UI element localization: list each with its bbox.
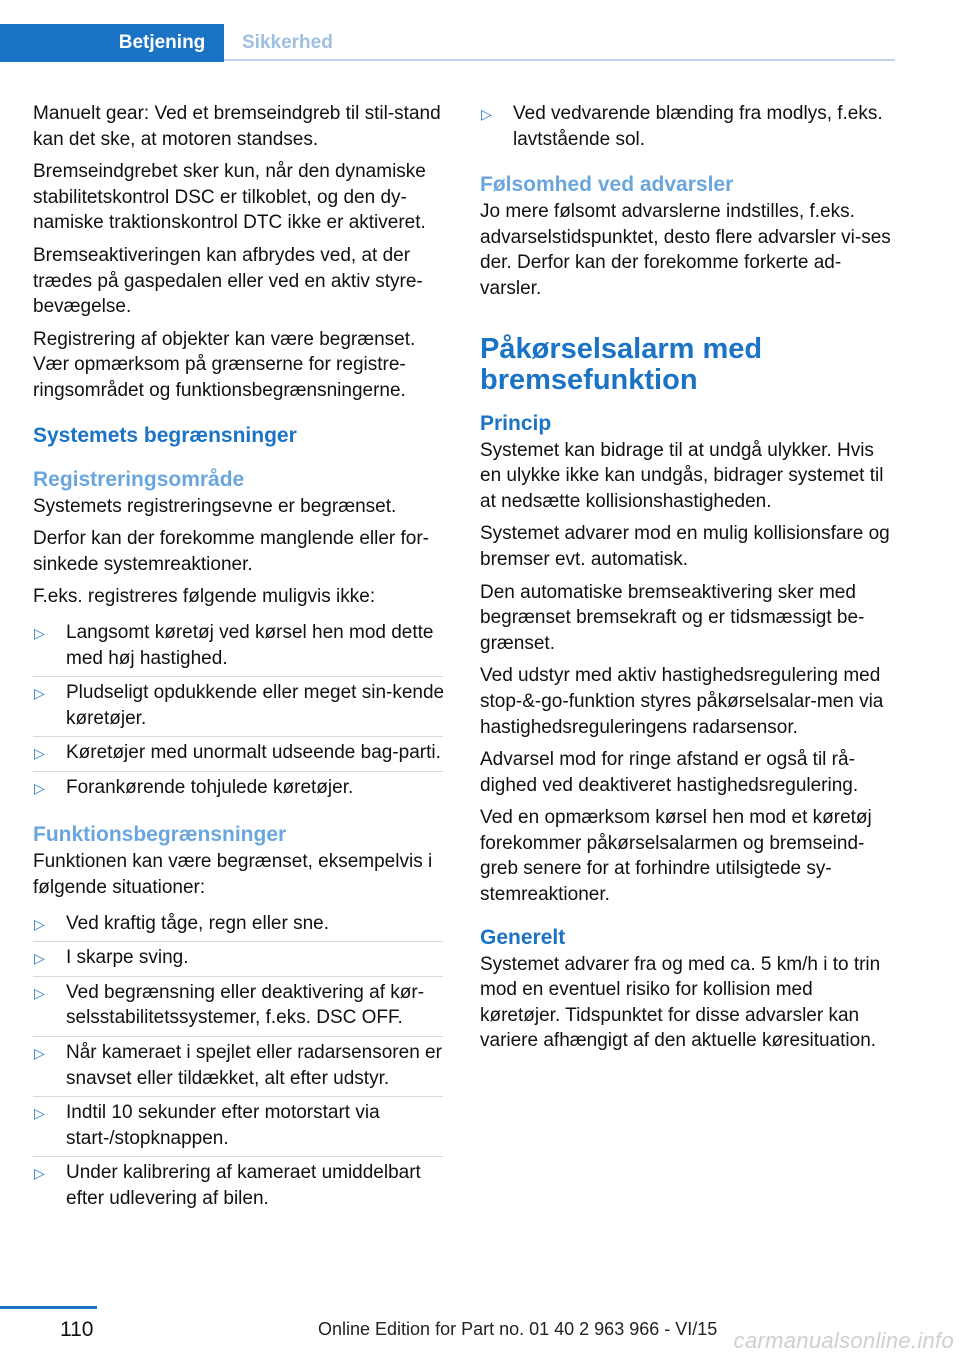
paragraph: Systemets registreringsevne er begrænset. xyxy=(33,495,397,517)
bullet-list-detection xyxy=(33,617,451,806)
section-heading-general: Generelt xyxy=(480,925,566,949)
bullet-list-situations xyxy=(33,908,451,1217)
list-item: ▷ Ved vedvarende blænding fra modlys, f.eks. lavtstående sol. xyxy=(481,103,883,150)
paragraph: Advarsel mod for ringe afstand er også til rå‐dighed ved deaktiveret hastighedsregulering. xyxy=(480,749,859,796)
paragraph: Bremseindgrebet sker kun, når den dynamiske stabilitetskontrol DSC er tilkoblet, og den dy‐namiske traktionskontrol DTC ikke er aktiveret. xyxy=(33,161,426,234)
list-item: ▷ Under kalibrering af kameraet umiddelbart efter udlevering af bilen. xyxy=(34,1162,421,1209)
list-item: ▷ Forankørende tohjulede køretøjer. xyxy=(33,772,451,806)
triangle-bullet-icon: ▷ xyxy=(34,1105,45,1122)
triangle-bullet-icon: ▷ xyxy=(34,984,45,1001)
triangle-bullet-icon: ▷ xyxy=(34,779,45,796)
paragraph: Systemet kan bidrage til at undgå ulykker. Hvis en ulykke ikke kan undgås, bidrager systemet til at nedsætte kollisionshastigheden. xyxy=(480,439,884,512)
triangle-bullet-icon: ▷ xyxy=(34,950,45,967)
paragraph: F.eks. registreres følgende muligvis ikke: xyxy=(33,586,376,608)
subheading-registration-area: Registreringsområde xyxy=(33,467,245,491)
footer-accent-line xyxy=(0,1306,97,1309)
subheading-sensitivity: Følsomhed ved advarsler xyxy=(480,173,734,197)
edition-note: Online Edition for Part no. 01 40 2 963 966 - VI/15 xyxy=(318,1319,718,1339)
list-item: ▷ Ved begrænsning eller deaktivering af kør‐selsstabilitetssystemer, f.eks. DSC OFF. xyxy=(34,981,425,1029)
list-item: ▷ Ved kraftig tåge, regn eller sne. xyxy=(33,908,451,942)
page-number: 110 xyxy=(60,1318,94,1341)
triangle-bullet-icon: ▷ xyxy=(34,624,45,641)
paragraph: Jo mere følsomt advarslerne indstilles, f.eks. advarselstidspunktet, desto flere advarsler vi‐ses der. Derfor kan der forekomme forkerte ad‐varsler. xyxy=(480,201,891,299)
section-heading-limits: Systemets begrænsninger xyxy=(33,423,297,447)
paragraph: Systemet advarer mod en mulig kollisionsfare og bremser evt. automatisk. xyxy=(480,523,890,570)
triangle-bullet-icon: ▷ xyxy=(34,1045,45,1062)
list-item: ▷ Indtil 10 sekunder efter motorstart via start-/stopknappen. xyxy=(34,1102,380,1149)
list-item: ▷ Køretøjer med unormalt udseende bag‐parti. xyxy=(33,737,451,771)
section-tabs xyxy=(0,24,895,62)
triangle-bullet-icon: ▷ xyxy=(34,685,45,702)
right-column xyxy=(480,98,898,1061)
paragraph: Manuelt gear: Ved et bremseindgreb til stil‐stand kan det ske, at motoren standses. xyxy=(33,103,441,150)
paragraph: Funktionen kan være begrænset, eksempelvis i følgende situationer: xyxy=(33,851,433,899)
triangle-bullet-icon: ▷ xyxy=(481,106,492,122)
triangle-bullet-icon: ▷ xyxy=(34,915,45,932)
subheading-function-limits: Funktionsbegrænsninger xyxy=(33,823,287,847)
tab-betjening[interactable]: Betjening xyxy=(0,24,224,62)
list-item: ▷ Pludseligt opdukkende eller meget sin‐kende køretøjer. xyxy=(34,682,445,729)
paragraph: Ved en opmærksom kørsel hen mod et køretøj forekommer påkørselsalarmen og bremseind‐greb senere for at forhindre utilsigtede sy‐stemreaktioner. xyxy=(480,807,872,906)
section-heading-principle: Princip xyxy=(480,411,552,435)
watermark: carmanualsonline.info xyxy=(733,1328,954,1353)
triangle-bullet-icon: ▷ xyxy=(34,745,45,762)
chapter-heading: Påkørselsalarm med bremsefunktion xyxy=(480,332,763,396)
list-item: ▷ I skarpe sving. xyxy=(33,942,451,976)
paragraph: Systemet advarer fra og med ca. 5 km/h i to trin mod en eventuel risiko for kollision med køretøjer. Tidspunktet for disse advarsler kan variere afhængigt af den aktuelle køresituation. xyxy=(480,953,881,1052)
paragraph: Registrering af objekter kan være begrænset. Vær opmærksom på grænserne for registre‐ringsområdet og funktionsbegrænsningerne. xyxy=(33,328,416,401)
tab-underline xyxy=(224,59,895,61)
paragraph: Ved udstyr med aktiv hastighedsregulering med stop-&-go-funktion styres påkørselsalar‐men via hastighedsreguleringens radarsensor. xyxy=(480,665,884,738)
triangle-bullet-icon: ▷ xyxy=(34,1165,45,1182)
paragraph: Derfor kan der forekomme manglende eller for‐sinkede systemreaktioner. xyxy=(33,528,430,575)
left-column xyxy=(33,101,451,1217)
list-item: ▷ Når kameraet i spejlet eller radarsensoren er snavset eller tildækket, alt efter udstyr. xyxy=(34,1042,442,1089)
tab-sikkerhed[interactable]: Sikkerhed xyxy=(242,32,333,53)
paragraph: Bremseaktiveringen kan afbrydes ved, at der trædes på gaspedalen eller ved en aktiv styre‐bevægelse. xyxy=(33,244,423,318)
list-item: ▷ Langsomt køretøj ved kørsel hen mod dette med høj hastighed. xyxy=(34,621,434,669)
paragraph: Den automatiske bremseaktivering sker med begrænset bremsekraft og er tidsmæssigt be‐grænset. xyxy=(480,581,865,654)
